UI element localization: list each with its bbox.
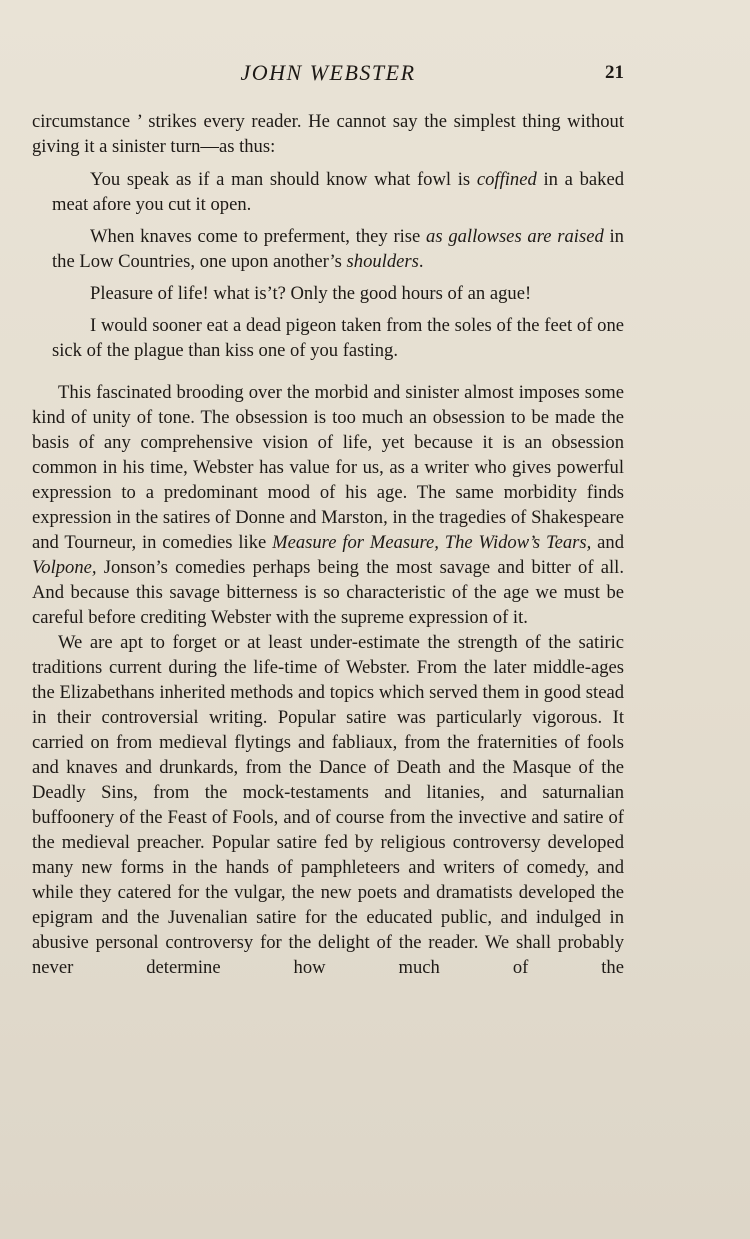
quote-2-emphasis: as gallowses are raised bbox=[426, 226, 604, 247]
quote-2-emphasis-end: shoulders bbox=[346, 251, 419, 272]
paragraph-2: We are apt to forget or at least under-estimate the strength of the satiric traditions current during the life-time of Webster. From the later middle-ages the Elizabethans inherited methods and topics which served them in good stead in their controversial writing. Popular satire was particularly vigorous. It carried on from medieval flytings and fabliaux, from the fraternities of fools and knaves and drunkards, from the Dance of Death and the Masque of the Deadly Sins, from the mock-testaments and litanies, and saturnalian buffoonery of the Feast of Fools, and of course from the invective and satire of the medieval preacher. Popular satire fed by religious controversy developed many new forms in the hands of pamphleteers and writers of comedy, and while they catered for the vulgar, the new poets and dramatists developed the epigram and the Juvenalian satire for the educated public, and indulged in abusive personal controversy for the delight of the reader. We shall probably never determine how much of the bbox=[32, 632, 624, 978]
quote-2-text: When knaves come to preferment, they rise bbox=[90, 226, 427, 247]
body-text bbox=[32, 109, 624, 980]
play-title-volpone: Volpone, bbox=[32, 557, 97, 578]
running-head bbox=[32, 58, 624, 88]
paragraph-1-text: This fascinated brooding over the morbid and sinister almost imposes some kind of unity of tone. The obsession is too much an obsession to be made the basis of any comprehensive vision of life, yet because it is an obsession common in his time, Webster has value for us, as a writer who gives powerful expression to a predominant mood of his age. The same morbidity finds expression in the satires of Donne and Marston, in the tragedies of Shakespeare and Tourneur, in comedies like bbox=[32, 382, 624, 553]
quote-2 bbox=[52, 224, 624, 274]
quote-4: I would sooner eat a dead pigeon taken from the soles of the feet of one sick of the plague than kiss one of you fasting. bbox=[52, 315, 624, 361]
quote-1-emphasis: coffined bbox=[476, 169, 537, 190]
quotations-block bbox=[32, 167, 624, 363]
quote-1-text: You speak as if a man should know what fowl is bbox=[90, 169, 477, 190]
quote-1 bbox=[52, 167, 624, 217]
quote-3: Pleasure of life! what is’t? Only the good hours of an ague! bbox=[90, 283, 532, 304]
paragraph-1 bbox=[32, 380, 624, 630]
page-number: 21 bbox=[605, 62, 624, 83]
paragraph-1-text-end: Jonson’s comedies perhaps being the most savage and bitter of all. And because this savage bitterness is so characteristic of the age we must be careful before crediting Webster with the supreme expression of it. bbox=[32, 557, 624, 628]
quote-2-text-end: . bbox=[418, 251, 424, 272]
quote-2-text-mid: in the Low Countries, one upon another’s bbox=[52, 226, 624, 272]
running-head-title: JOHN WEBSTER bbox=[240, 60, 416, 85]
play-titles: Measure for Measure, The Widow’s Tears, bbox=[272, 532, 592, 553]
paragraph-1-conjunction: and bbox=[591, 532, 624, 553]
intro-paragraph: circumstance ’ strikes every reader. He cannot say the simplest thing without giving it a sinister turn—as thus: bbox=[32, 111, 624, 157]
quote-1-text-end: in a baked meat afore you cut it open. bbox=[52, 169, 624, 215]
